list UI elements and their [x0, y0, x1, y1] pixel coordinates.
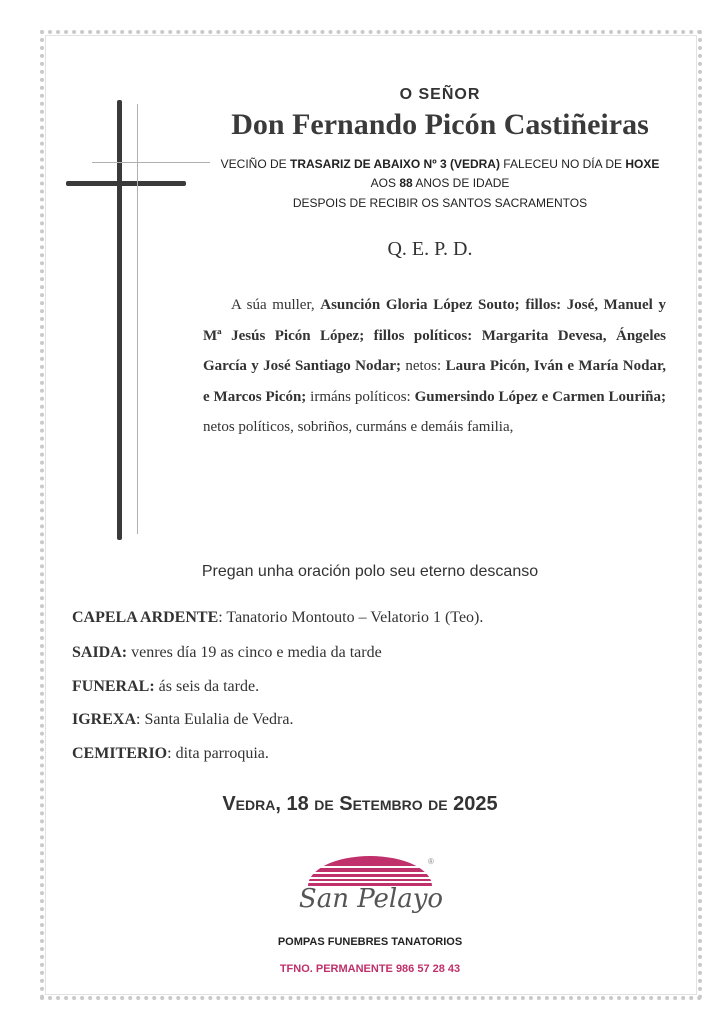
family-text: netos políticos, sobriños, curmáns e demáis familia,	[203, 419, 514, 435]
family-paragraph	[203, 290, 666, 443]
tagline: POMPAS FUNEBRES TANATORIOS	[277, 936, 463, 948]
date-line: Vedra, 18 de Setembro de 2025	[222, 793, 498, 815]
family-text: irmáns políticos:	[306, 388, 415, 405]
info-label: SAIDA:	[72, 644, 128, 661]
family-text: A súa muller,	[231, 297, 321, 313]
info-sep: :	[218, 609, 227, 626]
subtitle-text: FALECEU NO DÍA DE	[499, 157, 626, 171]
subtitle-age: 88	[399, 176, 413, 190]
info-value: dita parroquia.	[175, 745, 269, 762]
info-row-igrexa	[72, 711, 293, 729]
cross-vertical-bar	[117, 100, 122, 540]
title-small: O SEÑOR	[399, 86, 481, 103]
info-sep: :	[136, 711, 145, 728]
info-row-saida	[72, 644, 382, 662]
subtitle-line-3: DESPOIS DE RECIBIR OS SANTOS SACRAMENTOS	[292, 196, 588, 210]
family-names: Laura Picón, Iván e María Nodar, e Marcos Picón;	[203, 358, 666, 405]
phone-number: TFNO. PERMANENTE 986 57 28 43	[279, 963, 461, 975]
info-value: Tanatorio Montouto – Velatorio 1 (Teo).	[226, 609, 484, 626]
info-sep: :	[167, 745, 176, 762]
cross-horizontal-bar	[66, 181, 186, 186]
subtitle-address: TRASARIZ DE ABAIXO Nº 3 (VEDRA)	[290, 157, 500, 171]
qepd: Q. E. P. D.	[387, 238, 473, 260]
info-label: CEMITERIO	[72, 745, 168, 762]
info-value: venres día 19 as cinco e media da tarde	[131, 644, 382, 661]
logo-text: San Pelayo	[298, 884, 444, 914]
info-row-cemiterio	[72, 745, 269, 763]
prayer-line: Pregan unha oración polo seu eterno descanso	[201, 563, 539, 580]
subtitle-text: VECIÑO DE	[220, 157, 290, 171]
info-value: ás seis da tarde.	[158, 678, 260, 695]
cross-thin-vertical-line	[137, 104, 138, 534]
info-row-capela	[72, 609, 483, 627]
info-label: FUNERAL:	[72, 678, 155, 695]
subtitle-day: HOXE	[625, 157, 660, 171]
subtitle-line-2	[190, 176, 690, 190]
family-names: Asunción Gloria López Souto; fillos: José, Manuel y Mª Jesús Picón López; fillos políticos: Margarita Devesa, Ángeles García y José Santiago Nodar;	[203, 297, 666, 374]
deceased-name: Don Fernando Picón Castiñeiras	[231, 108, 649, 141]
registered-mark: ®	[428, 857, 434, 866]
info-row-funeral	[72, 678, 259, 696]
info-value: Santa Eulalia de Vedra.	[144, 711, 294, 728]
family-text: netos:	[401, 358, 446, 374]
subtitle-line-1	[190, 157, 690, 171]
subtitle-text: ANOS DE IDADE	[412, 176, 510, 190]
subtitle-text: AOS	[370, 176, 400, 190]
info-label: CAPELA ARDENTE	[72, 609, 219, 626]
family-names: Gumersindo López e Carmen Louriña;	[414, 388, 666, 405]
info-label: IGREXA	[72, 711, 137, 728]
